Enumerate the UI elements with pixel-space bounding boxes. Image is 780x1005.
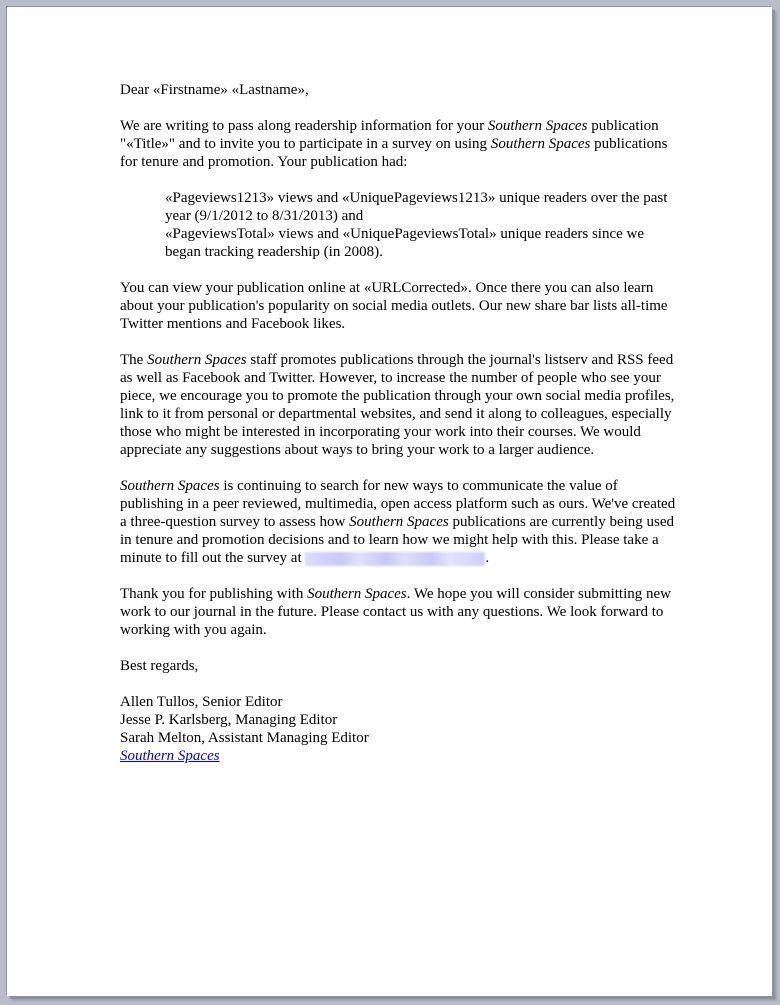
journal-name: Southern Spaces <box>147 352 247 368</box>
signature-block <box>120 693 680 765</box>
letter-body <box>120 81 680 765</box>
paragraph-intro: We are writing to pass along readership information for your Southern Spaces publication "«Title»" and to invite you to participate in a survey on using Southern Spaces publications for tenure and promotion. Your publication had: <box>120 118 668 170</box>
stats-total: «PageviewsTotal» views and «UniquePageviewsTotal» unique readers since we began tracking readership (in 2008). <box>165 226 645 260</box>
paragraph-view-online: You can view your publication online at «URLCorrected». Once there you can also learn about your publication's popularity on social media outlets. Our new share bar lists all-time Twitter mentions and Facebook likes. <box>120 280 668 332</box>
signature-line: Allen Tullos, Senior Editor <box>120 694 283 710</box>
paragraph-promotion: The Southern Spaces staff promotes publications through the journal's listserv and RSS feed as well as Facebook and Twitter. However, to increase the number of people who see your piece, we encourage you to promote the publication through your own social media profiles, link to it from personal or departmental websites, and send it along to colleagues, especially those who might be interested in incorporating your work into their courses. We would appreciate any suggestions about ways to bring your work to a larger audience. <box>120 352 675 458</box>
signature-line: Sarah Melton, Assistant Managing Editor <box>120 730 369 746</box>
signature-line: Jesse P. Karlsberg, Managing Editor <box>120 712 338 728</box>
southern-spaces-link[interactable]: Southern Spaces <box>120 748 220 764</box>
paragraph-thanks: Thank you for publishing with Southern Spaces. We hope you will consider submitting new work to our journal in the future. Please contact us with any questions. We look forward to working with you again. <box>120 586 671 638</box>
journal-name: Southern Spaces <box>490 136 591 152</box>
journal-name: Southern Spaces <box>307 586 407 602</box>
journal-name: Southern Spaces <box>349 514 449 530</box>
survey-link-redacted[interactable] <box>305 552 485 566</box>
salutation: Dear «Firstname» «Lastname», <box>120 82 309 98</box>
document-page <box>7 7 772 996</box>
stats-past-year: «Pageviews1213» views and «UniquePageviews1213» unique readers over the past year (9/1/2012 to 8/31/2013) and <box>165 190 668 224</box>
readership-stats <box>120 189 680 261</box>
closing: Best regards, <box>120 658 199 674</box>
journal-name: Southern Spaces <box>120 478 220 494</box>
journal-name: Southern Spaces <box>487 118 588 134</box>
paragraph-survey: Southern Spaces is continuing to search for new ways to communicate the value of publishing in a peer reviewed, multimedia, open access platform such as ours. We've created a three-question survey to assess how Southern Spaces publications are currently being used in tenure and promotion decisions and to learn how we might help with this. Please take a minute to fill out the survey at . <box>120 478 676 566</box>
